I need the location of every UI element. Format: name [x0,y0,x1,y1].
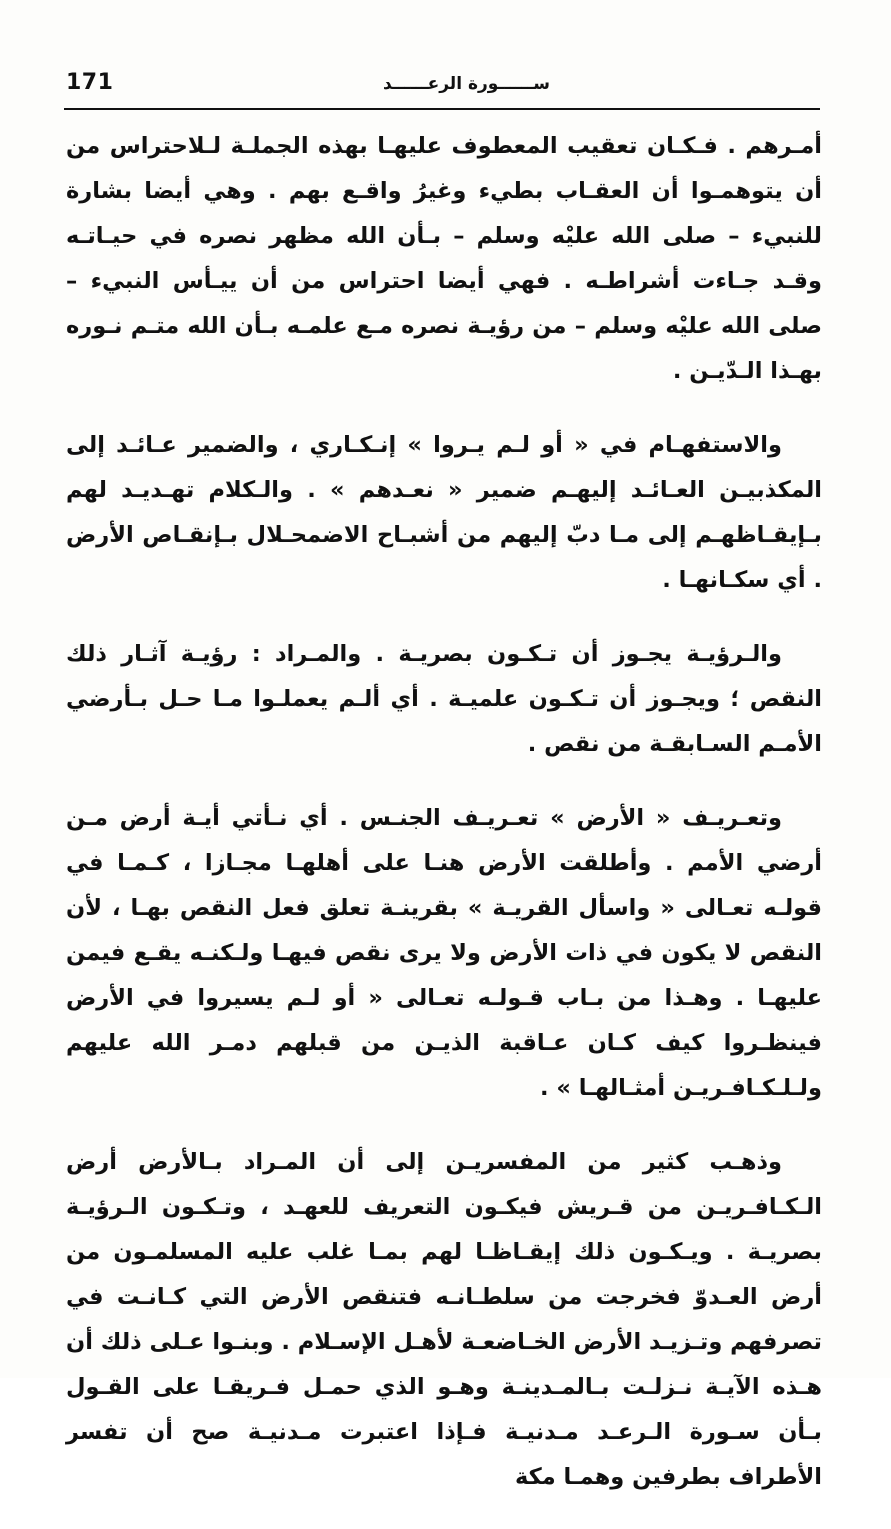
page-number: 171 [66,70,114,95]
paragraph-1: أمـرهم . فـكـان تعقيب المعطوف عليهـا بهذه الجملـة لـلاحتراس من أن يتوهمـوا أن العقـاب بطيء وغيرُ واقـع بهم . وهي أيضا بشارة للنبيء – صلى الله عليْه وسلم – بـأن الله مظهر نصره في حيـاتـه وقـد جـاءت أشراطـه . فهي أيضا احتراس من أن ييـأس النبيء – صلى الله عليْه وسلم – من رؤيـة نصره مـع علمـه بـأن الله متـم نـوره بهـذا الـدّيـن . [66,133,822,384]
paragraph-4: وتعـريـف « الأرض » تعـريـف الجنـس . أي نـأتي أيـة أرض مـن أرضي الأمم . وأطلقت الأرض هنـا على أهلهـا مجـازا ، كـمـا في قولـه تعـالى « واسأل القريـة » بقرينـة تعلق فعل النقص بهـا ، لأن النقص لا يكون في ذات الأرض ولا يرى نقص فيهـا ولـكنـه يقـع فيمن عليهـا . وهـذا من بـاب قـولـه تعـالى « أو لـم يسيروا في الأرض فينظـروا كيف كـان عـاقبة الذيـن من قبلهم دمـر الله عليهم ولـلـكـافـريـن أمثـالهـا » . [66,805,822,1101]
running-title: ســــــورة الرعــــــد [382,74,550,94]
paragraph-2: والاستفهـام في « أو لـم يـروا » إنـكـاري ، والضمير عـائـد إلى المكذبيـن العـائـد إليهـم ضمير « نعـدهم » . والـكلام تهـديـد لهم بـإيقـاظهـم إلى مـا دبّ إليهم من أشبـاح الاضمحـلال بـإنقـاص الأرض . أي سكـانهـا . [66,432,822,593]
paragraph-3: والـرؤيـة يجـوز أن تـكـون بصريـة . والمـراد : رؤيـة آثـار ذلك النقص ؛ ويجـوز أن تـكـون علميـة . أي ألـم يعملـوا مـا حـل بـأرضي الأمـم السـابقـة من نقص . [66,641,822,757]
header-rule [64,108,820,110]
paragraph-5: وذهـب كثير من المفسريـن إلى أن المـراد بـالأرض أرض الـكـافـريـن من قـريش فيكـون التعريف للعهـد ، وتـكـون الـرؤيـة بصريـة . ويـكـون ذلك إيقـاظـا لهم بمـا غلب عليه المسلمـون من أرض العـدوّ فخرجت من سلطـانـه فتنقص الأرض التي كـانـت في تصرفهم وتـزيـد الأرض الخـاضعـة لأهـل الإسـلام . وبنـوا عـلى ذلك أن هـذه الآيـة نـزلـت بـالمـدينـة وهـو الذي حمـل فـريقـا على القـول بـأن سـورة الـرعـد مـدنيـة فـإذا اعتبرت مـدنيـة صح أن تفسر الأطراف بطرفين وهمـا مكة [66,1149,822,1490]
body-text [66,124,822,1529]
page-header [64,70,820,114]
